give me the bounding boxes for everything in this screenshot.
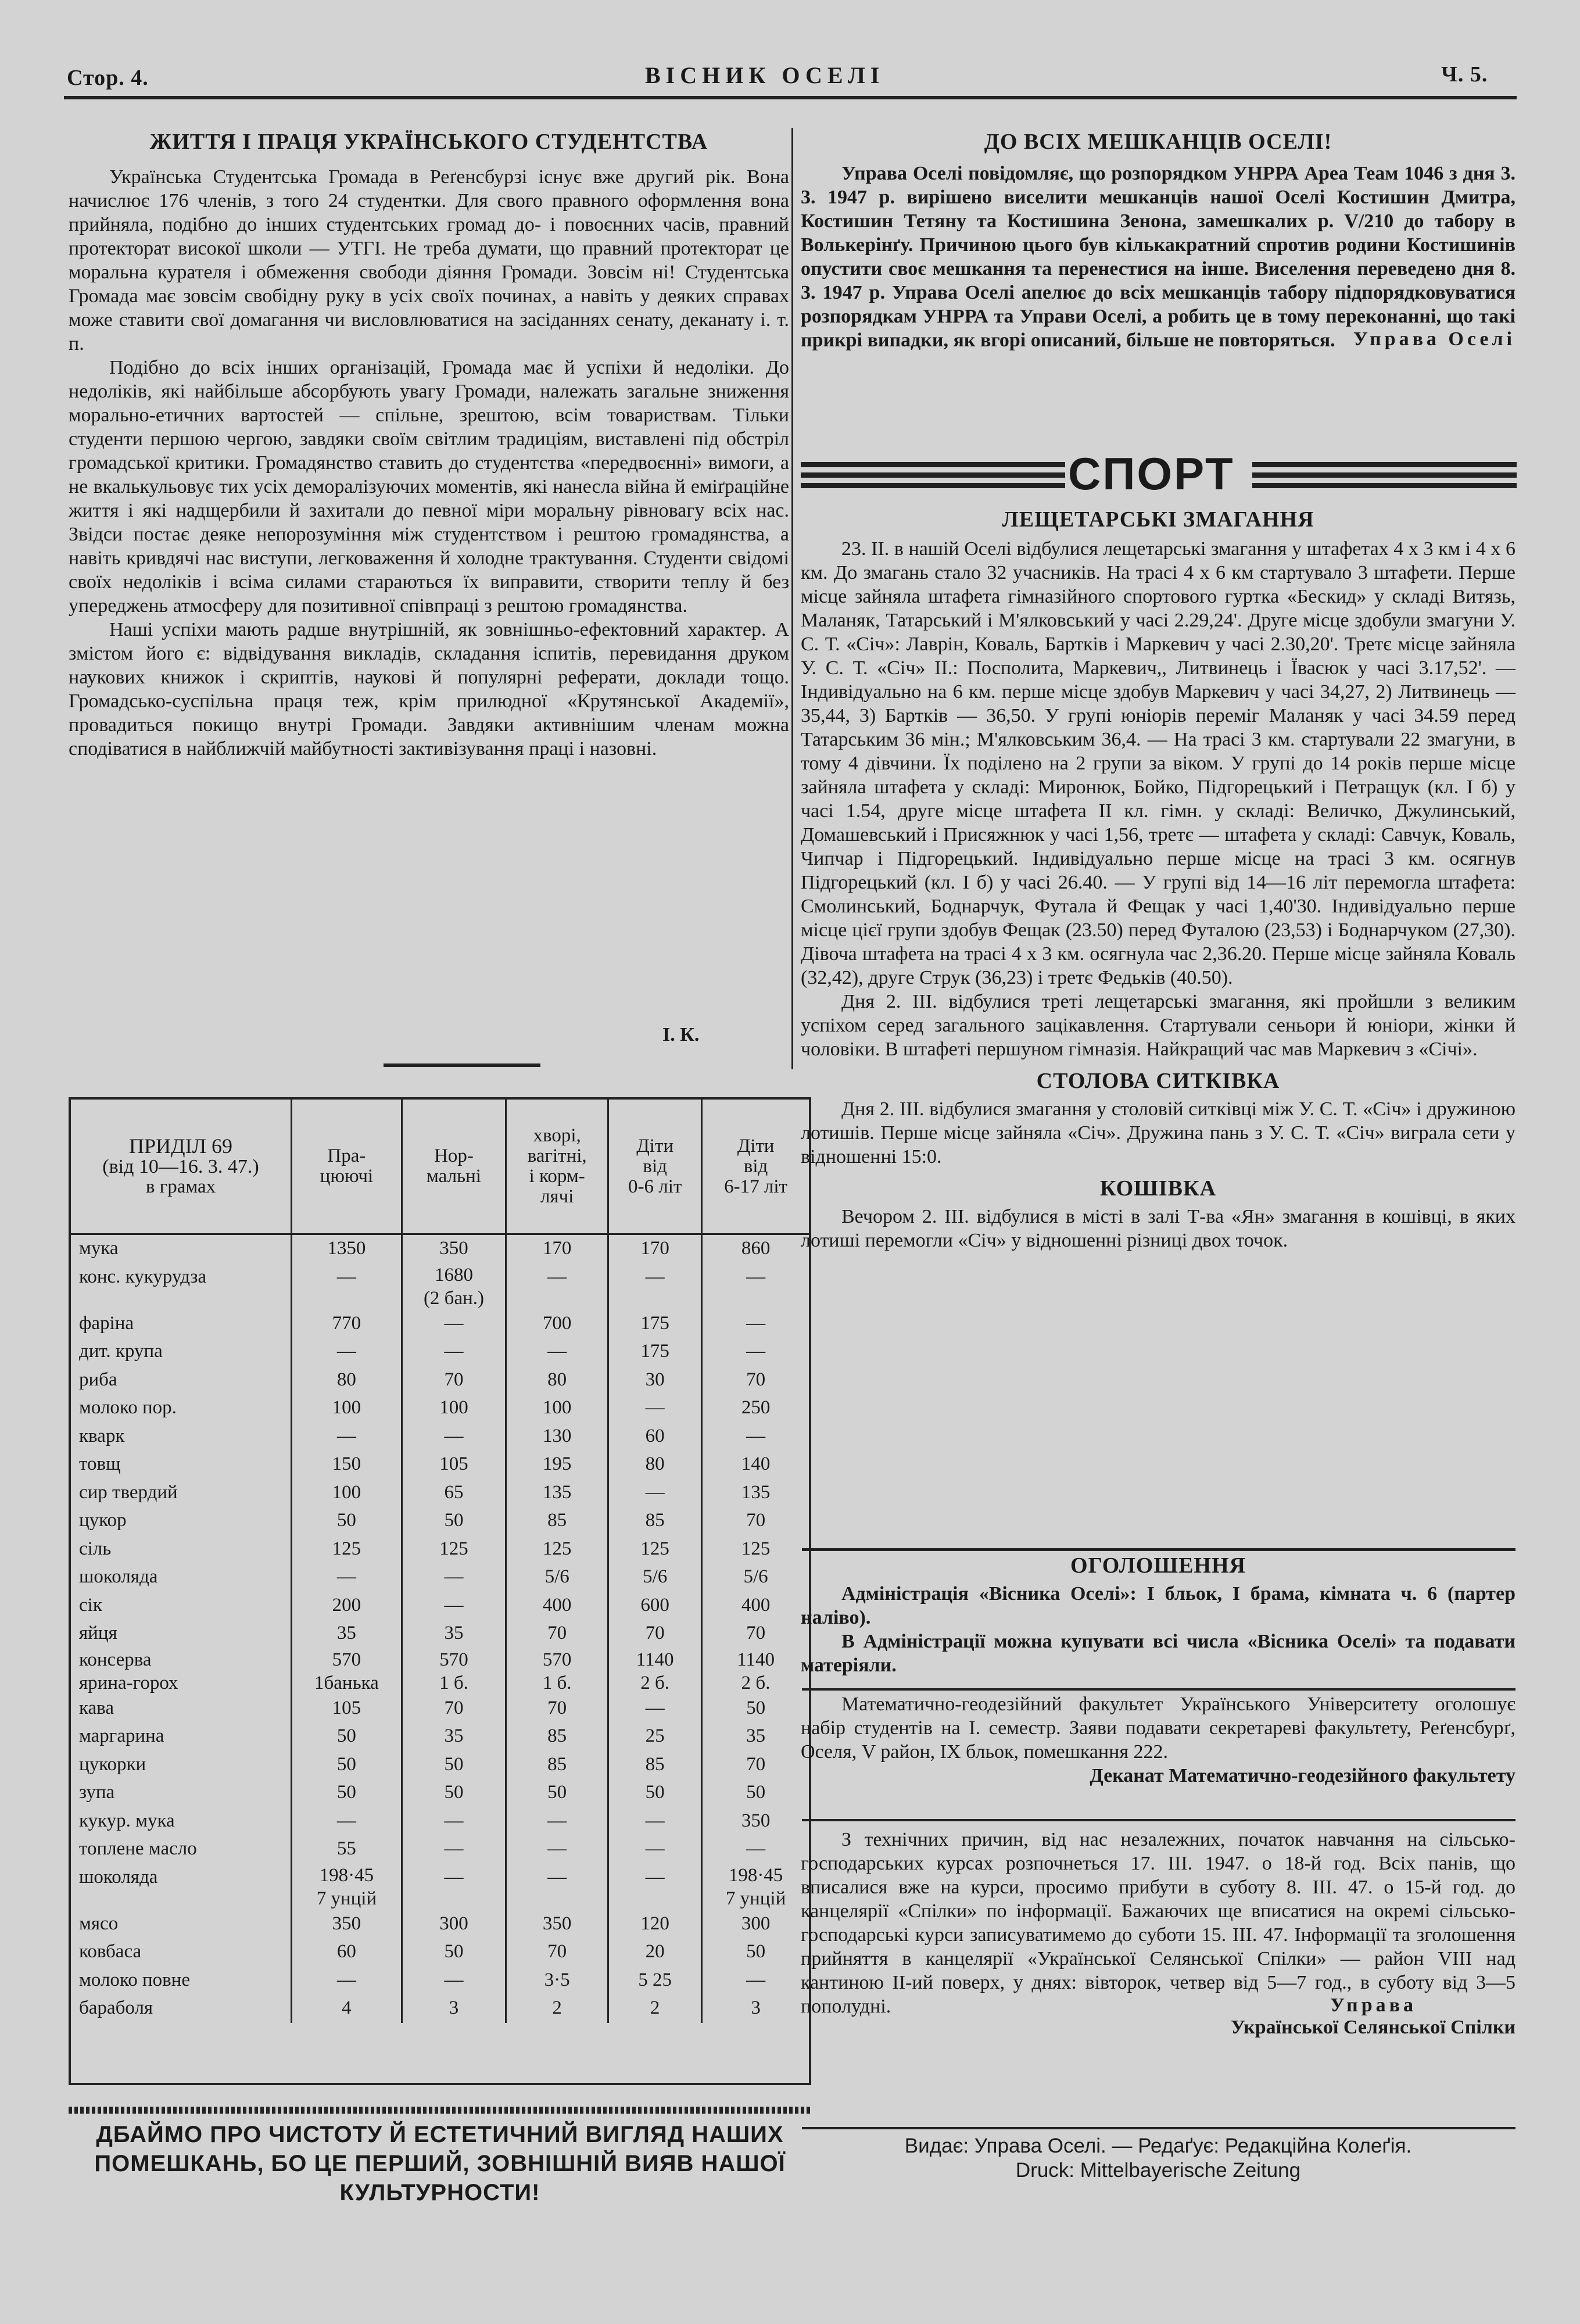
imprint-rule xyxy=(802,2127,1515,2129)
announcement-courses: З технічних причин, від нас незалежних, початок навчання на сільсько-господарських курсах розпочнеться 17. III. 1947. о 18-й год. Всіх панів, що вписалися вже на курси, просимо прибути в суботу 8. III. 47. о 15-й год. до канцелярії «Спілки» по інформації. Бажаючих ще вписатися на окремі сільсько-господарські курси записуватимемо до суботи 15. III. 47. Інформації та зголошення прийняття в канцелярії «Української Селянської Спілки» — район VIII над кантиною II-ий поверх, у днях: вівторок, четвер від 5—7 год., в суботу від 3—5 пополудні. xyxy=(801,1829,1515,2017)
ration-cell: 125 xyxy=(292,1535,402,1564)
ration-cell: — xyxy=(608,1807,702,1836)
ration-cell: 300 xyxy=(741,1913,771,1934)
ration-cell: — xyxy=(746,1266,766,1287)
page-number: Стор. 4. xyxy=(67,66,149,90)
ration-row xyxy=(71,1994,809,2023)
ration-cell: 70 xyxy=(746,1510,766,1531)
article-students xyxy=(69,129,789,761)
ration-cell: — xyxy=(402,1338,506,1366)
ration-row xyxy=(71,1507,809,1535)
ration-cell: — xyxy=(402,1835,506,1864)
ration-cell: 25 xyxy=(608,1723,702,1751)
ration-cell: 50 xyxy=(506,1779,608,1807)
ration-row xyxy=(71,1967,809,1995)
header-rule xyxy=(64,96,1517,99)
ration-row xyxy=(71,1695,809,1723)
ration-table xyxy=(71,1100,809,2023)
column-header: Пра- цюючі xyxy=(292,1100,402,1234)
ration-cell: 50 xyxy=(292,1751,402,1779)
basketball-text: Вечором 2. III. відбулися в місті в залі Т-ва «Ян» змагання в кошівці, в яких лотиші перемогли «Січ» у відношенні різниці двох точок. xyxy=(801,1206,1515,1251)
ration-cell: 860 xyxy=(741,1238,771,1259)
ration-cell: — xyxy=(402,1967,506,1995)
article-paragraph: Наші успіхи мають радше внутрішній, як зовнішньо-ефектовний характер. А змістом його є: відвідування викладів, складання іспитів, перевидання друком наукових книжок і скриптів, наукові й популярні реферати, доклади тощо. Громадсько-суспільна праця теж, крім прилюдної «Крутянської Академії», провадиться покищо внутрі Громади. Завдяки активнішим членам можна сподіватися в найближчій майбутності зактивізування праці і назовні. xyxy=(69,619,789,760)
ration-item-name: кукур. мука xyxy=(71,1807,292,1836)
ration-cell: 195 xyxy=(506,1451,608,1479)
ration-cell: 175 xyxy=(608,1310,702,1338)
ration-row xyxy=(71,1394,809,1423)
ration-item-name: зупа xyxy=(71,1779,292,1807)
ski-paragraph: Дня 2. III. відбулися треті лещетарські змагання, які пройшли з великим успіхом серед загального зацікавлення. Стартували сеньори й юніори, жінки й чоловіки. В штафеті першуном гімназія. Найкращий час мав Маркевич з «Січі». xyxy=(801,991,1515,1060)
ration-item-name: шоколяда xyxy=(71,1563,292,1592)
sport-section xyxy=(801,507,1515,1252)
ration-item-name: консерва ярина-горох xyxy=(71,1648,292,1695)
article-students-title: ЖИТТЯ І ПРАЦЯ УКРАЇНСЬКОГО СТУДЕНТСТВА xyxy=(149,130,708,154)
ration-cell: 70 xyxy=(402,1695,506,1723)
announcement-courses-signature-2: Української Селянської Спілки xyxy=(1231,2017,1515,2038)
ration-cell: 50 xyxy=(608,1779,702,1807)
ration-cell: 60 xyxy=(292,1938,402,1967)
ration-cell: — xyxy=(402,1807,506,1836)
ration-item-name: риба xyxy=(71,1366,292,1395)
ration-cell: — xyxy=(506,1263,608,1310)
ration-cell: 70 xyxy=(746,1369,766,1390)
ration-row xyxy=(71,1451,809,1479)
announcement-divider xyxy=(802,1819,1515,1821)
ration-cell: 4 xyxy=(292,1994,402,2023)
ration-cell: — xyxy=(608,1695,702,1723)
column-header: Нор- мальні xyxy=(402,1100,506,1234)
ration-cell: — xyxy=(608,1394,702,1423)
ration-cell: 85 xyxy=(608,1507,702,1535)
ration-header-row xyxy=(71,1100,809,1234)
ration-item-name: шоколяда xyxy=(71,1864,292,1910)
ration-row xyxy=(71,1366,809,1395)
ration-cell: — xyxy=(608,1479,702,1507)
slogan-top-border xyxy=(69,2107,811,2114)
ration-cell: — xyxy=(746,1312,766,1334)
ration-row xyxy=(71,1592,809,1620)
ration-row xyxy=(71,1535,809,1564)
sport-title: СПОРТ xyxy=(1068,448,1235,499)
column-divider xyxy=(791,128,793,1069)
ration-cell: — xyxy=(292,1967,402,1995)
ration-cell: 50 xyxy=(402,1507,506,1535)
ration-item-name: товщ xyxy=(71,1451,292,1479)
ration-cell: 1140 2 б. xyxy=(737,1649,775,1693)
announcement-courses-block xyxy=(801,1828,1515,2039)
ration-row xyxy=(71,1648,809,1695)
sport-bars-left xyxy=(801,462,1065,493)
ration-cell: 770 xyxy=(292,1310,402,1338)
notice-residents-text: Управа Оселі повідомляє, що розпорядком УНРРА Ареа Теам 1046 з дня 3. 3. 1947 р. вирішено виселити мешканців нашої Оселі Костишин Дмитра, Костишин Тетяну та Костишина Зенона, замешкалих р. V/210 до табору в Волькерінґу. Причиною цього був кількакратний спротив родини Костишинів опустити своє мешкання та перенестися на інше. Виселення переведено дня 8. 3. 1947 р. Управа Оселі апелює до всіх мешканців табору підпорядковуватися розпорядкам УНРРА та Управи Оселі, а робить це в тому переконанні, що такі прикрі випадки, як вгорі описаний, більше не повторяться. xyxy=(801,163,1515,351)
ration-cell: 100 xyxy=(402,1394,506,1423)
ration-cell: 80 xyxy=(608,1451,702,1479)
announcement-courses-signature-1: Управа xyxy=(1330,1994,1417,2016)
ration-cell: 35 xyxy=(402,1723,506,1751)
imprint xyxy=(801,2134,1515,2183)
ration-cell: 100 xyxy=(506,1394,608,1423)
ration-cell: — xyxy=(402,1310,506,1338)
ration-cell: 350 xyxy=(292,1910,402,1939)
ration-cell: 35 xyxy=(746,1725,766,1746)
ration-cell: 120 xyxy=(608,1910,702,1939)
ration-item-name: молоко пор. xyxy=(71,1394,292,1423)
ration-cell: 50 xyxy=(402,1751,506,1779)
ration-item-name: мука xyxy=(71,1234,292,1263)
ration-cell: 125 xyxy=(506,1535,608,1564)
ration-cell: 5/6 xyxy=(608,1563,702,1592)
ration-row xyxy=(71,1338,809,1366)
ration-cell: — xyxy=(292,1338,402,1366)
ration-cell: 130 xyxy=(506,1423,608,1451)
ration-cell: 300 xyxy=(402,1910,506,1939)
ration-cell: 570 1банька xyxy=(292,1648,402,1695)
ration-cell: 175 xyxy=(608,1338,702,1366)
ration-cell: 55 xyxy=(292,1835,402,1864)
ration-title: ПРИДІЛ 69 xyxy=(129,1134,232,1158)
ration-item-name: мясо xyxy=(71,1910,292,1939)
ration-cell: 85 xyxy=(608,1751,702,1779)
ration-table-body xyxy=(71,1234,809,2023)
ration-cell: — xyxy=(608,1263,702,1310)
ration-row xyxy=(71,1310,809,1338)
ration-table-box xyxy=(69,1097,811,2085)
sport-bars-right xyxy=(1252,462,1517,493)
announcement-divider xyxy=(802,1688,1515,1691)
ration-cell: — xyxy=(608,1864,702,1910)
ration-cell: 50 xyxy=(402,1779,506,1807)
announcement-faculty: Математично-геодезійний факультет Українського Університету оголошує набір студентів на I. семестр. Заяви подавати секретареві факультету, Реґенсбурґ, Оселя, V район, IX бльок, помешкання 222. xyxy=(801,1693,1515,1763)
ration-cell: 50 xyxy=(746,1782,766,1803)
ration-cell: 125 xyxy=(402,1535,506,1564)
ration-cell: — xyxy=(506,1338,608,1366)
ration-item-name: кварк xyxy=(71,1423,292,1451)
slogan: ДБАЙМО ПРО ЧИСТОТУ Й ЕСТЕТИЧНИЙ ВИГЛЯД НАШИХ ПОМЕШКАНЬ, БО ЦЕ ПЕРШИЙ, ЗОВНІШНІЙ ВИЯВ НАШОЇ КУЛЬТУРНОСТИ! xyxy=(94,2122,786,2205)
ration-cell: 570 1 б. xyxy=(506,1648,608,1695)
ration-cell: 125 xyxy=(741,1538,771,1559)
ration-cell: 5/6 xyxy=(743,1566,768,1587)
ration-row xyxy=(71,1234,809,1263)
ration-cell: 1350 xyxy=(292,1234,402,1263)
ration-cell: 35 xyxy=(402,1620,506,1648)
ration-row xyxy=(71,1620,809,1648)
announcement-admin-2: В Адміністрації можна купувати всі числа «Вісника Оселі» та подавати матеріяли. xyxy=(801,1631,1515,1676)
ration-cell: 70 xyxy=(746,1623,766,1643)
ration-row xyxy=(71,1807,809,1836)
ration-cell: 170 xyxy=(506,1234,608,1263)
ration-cell: — xyxy=(746,1341,766,1362)
ration-cell: 350 xyxy=(741,1810,771,1831)
ration-item-name: сік xyxy=(71,1592,292,1620)
ration-cell: — xyxy=(292,1263,402,1310)
article-paragraph: Українська Студентська Громада в Реґенсбурзі існує вже другий рік. Вона начислює 176 членів, з того 24 студентки. Для свого правного оформлення вона прийняла, подібно до інших студентських громад до- і повоєнних часів, правний протекторат високої школи — УТГІ. Не треба думати, що правний протекторат це моральна курателя і обмеження свободи діяння Громади. Зовсім ні! Студентська Громада має зовсім свобідну руку в усіх своїх починах, а навіть у деяких справах може ставити свої домагання чи висловлюватися на засіданнях сенату, деканату і. т. п. xyxy=(69,166,789,354)
column-header: Діти від 0-6 літ xyxy=(608,1100,702,1234)
ration-cell: 85 xyxy=(506,1723,608,1751)
ration-cell: 50 xyxy=(746,1941,766,1962)
ration-cell: 3 xyxy=(751,1997,761,2018)
ration-cell: 350 xyxy=(506,1910,608,1939)
ration-cell: 5 25 xyxy=(608,1967,702,1995)
ration-cell: 198·45 7 унцій xyxy=(292,1864,402,1910)
ration-cell: — xyxy=(292,1807,402,1836)
ration-cell: 135 xyxy=(506,1479,608,1507)
ration-row xyxy=(71,1723,809,1751)
ration-cell: — xyxy=(292,1423,402,1451)
table-tennis-text: Дня 2. III. відбулися змагання у столовій ситківці між У. С. Т. «Січ» і дружиною лотишів. Перше місце зайняла «Січ». Дружина пань з У. С. Т. «Січ» виграла сети у відношенні 15:0. xyxy=(801,1098,1515,1168)
ration-cell: — xyxy=(746,1838,766,1859)
announcements-title: ОГОЛОШЕННЯ xyxy=(1070,1553,1246,1578)
ration-cell: — xyxy=(506,1807,608,1836)
ration-unit: в грамах xyxy=(145,1176,216,1197)
ration-item-name: топлене масло xyxy=(71,1835,292,1864)
ration-cell: 350 xyxy=(402,1234,506,1263)
announcement-faculty-signature: Деканат Математично-геодезійного факультету xyxy=(1090,1765,1515,1786)
ration-cell: — xyxy=(402,1592,506,1620)
ration-cell: 70 xyxy=(506,1938,608,1967)
basketball-title: КОШІВКА xyxy=(1099,1176,1217,1201)
ration-item-name: бараболя xyxy=(71,1994,292,2023)
ration-cell: 150 xyxy=(292,1451,402,1479)
ration-cell: 600 xyxy=(608,1592,702,1620)
notice-residents-signature: Управа Оселі xyxy=(1353,328,1515,350)
imprint-publisher: Видає: Управа Оселі. — Редаґує: Редакційна Колеґія. xyxy=(904,2135,1412,2157)
table-tennis-title: СТОЛОВА СИТКІВКА xyxy=(1036,1069,1280,1093)
ration-row xyxy=(71,1563,809,1592)
ration-row xyxy=(71,1938,809,1967)
ration-cell: — xyxy=(402,1423,506,1451)
ration-cell: 50 xyxy=(746,1697,766,1718)
imprint-printer: Druck: Mittelbayerische Zeitung xyxy=(1015,2159,1301,2182)
ration-cell: 400 xyxy=(506,1592,608,1620)
ration-item-name: цукор xyxy=(71,1507,292,1535)
ration-cell: 200 xyxy=(292,1592,402,1620)
announcements xyxy=(801,1553,1515,1677)
article-paragraph: Подібно до всіх інших організацій, Громада має й успіхи й недоліки. До недоліків, які найбільше абсорбують увагу Громади, належать загальне зниження морально-етичних вартостей — спільне, зрештою, всім товариствам. Тільки студенти першою чергою, завдяки своїм світлим традиціям, виставлені під обстріл громадської критики. Громадянство ставить до студентства «передвоєнні» вимоги, а не вкалькульовує тих усіх деморалізуючих моментів, які нанесла війна й еміґраційне життя і які надщербили й захитали до певної міри моральну рівновагу всіх нас. Звідси постає деяке непорозуміння між студентством і рештою громадянства, а навіть кривдячі нас виступи, легковаження й холодне трактування. Студенти свідомі своїх недоліків і всіма силами стараються їх виправити, створити теплу й без упереджень атмосферу для позитивної співпраці з рештою громадянства. xyxy=(69,357,789,617)
ration-cell: 1140 2 б. xyxy=(608,1648,702,1695)
ration-cell: 30 xyxy=(608,1366,702,1395)
column-header: Діти від 6-17 літ xyxy=(702,1100,809,1234)
ration-cell: 85 xyxy=(506,1751,608,1779)
ration-cell: 105 xyxy=(292,1695,402,1723)
ration-row xyxy=(71,1835,809,1864)
ration-item-name: фаріна xyxy=(71,1310,292,1338)
ration-cell: 700 xyxy=(506,1310,608,1338)
ration-cell: — xyxy=(402,1864,506,1910)
ration-item-name: ковбаса xyxy=(71,1938,292,1967)
ration-cell: 100 xyxy=(292,1479,402,1507)
ration-cell: 3·5 xyxy=(506,1967,608,1995)
ration-cell: 50 xyxy=(402,1938,506,1967)
ration-cell: 50 xyxy=(292,1723,402,1751)
ration-cell: 125 xyxy=(608,1535,702,1564)
ration-item-name: маргарина xyxy=(71,1723,292,1751)
ration-cell: 198·45 7 унцій xyxy=(725,1864,786,1909)
ration-item-name: яйця xyxy=(71,1620,292,1648)
ration-cell: 20 xyxy=(608,1938,702,1967)
ration-cell: 1680 (2 бан.) xyxy=(402,1263,506,1310)
ration-cell: 3 xyxy=(402,1994,506,2023)
announcement-faculty-block xyxy=(801,1692,1515,1787)
ration-cell: 2 xyxy=(506,1994,608,2023)
ration-item-name: сіль xyxy=(71,1535,292,1564)
ration-item-name: сир твердий xyxy=(71,1479,292,1507)
ration-row xyxy=(71,1263,809,1310)
ration-cell: 250 xyxy=(741,1397,771,1418)
ration-row xyxy=(71,1479,809,1507)
ration-cell: — xyxy=(746,1969,766,1990)
ration-cell: 400 xyxy=(741,1594,771,1616)
issue-number: Ч. 5. xyxy=(1441,62,1488,87)
ration-cell: 100 xyxy=(292,1394,402,1423)
ration-cell: 105 xyxy=(402,1451,506,1479)
ration-item-name: конс. кукурудза xyxy=(71,1263,292,1310)
announcement-admin: Адміністрація «Вісника Оселі»: I бльок, I брама, кімната ч. 6 (партер наліво). xyxy=(801,1583,1515,1628)
ration-row xyxy=(71,1751,809,1779)
ration-cell: — xyxy=(746,1425,766,1446)
column-header: хворі, вагітні, і корм- лячі xyxy=(506,1100,608,1234)
ration-title-cell xyxy=(71,1100,292,1234)
ration-cell: 70 xyxy=(608,1620,702,1648)
ration-cell: 50 xyxy=(292,1779,402,1807)
ration-item-name: цукорки xyxy=(71,1751,292,1779)
announcements-rule xyxy=(802,1548,1515,1551)
ration-cell: 70 xyxy=(402,1366,506,1395)
ski-paragraph: 23. II. в нашій Оселі відбулися лещетарські змагання у штафетах 4 х 3 км і 4 х 6 км. До змагань стало 32 учасників. На трасі 4 х 6 км стартувало 3 штафети. Перше місце зайняла штафета гімназійного спортового гуртка «Бескид» у складі Витязь, Маланяк, Татарський і М'ялковський у часі 2.29,24'. Друге місце здобули змагуни У. С. Т. «Січ»: Лаврін, Коваль, Бартків і Маркевич у часі 2.30,20'. Третє місце зайняла У. С. Т. «Січ» II.: Посполита, Маркевич,, Литвинець і Ївасюк у часі 3.17,52'. — Індивідуально на 6 км. перше місце здобув Маркевич у часі 34,27, 2) Литвинець — 35,44, 3) Бартків — 36,50. У групі юніорів переміг Маланяк у часі 34.59 перед Татарським 36 мін.; М'ялковським 36,4. — На трасі 3 км. стартували 22 змагуни, в тому 4 дівчини. Їх поділено на 2 групи за віком. У групі до 14 років перше місце зайняла штафета у складі: Миронюк, Бойко, Підгорецький і Петращук (кл. I б) у часі 1.54, друге місце штафета II кл. гімн. у складі: Величко, Джулинський, Домашевський і Присяжнюк у часі 1,56, третє — штафета у складі: Савчук, Коваль, Чипчар і Підгорецький. Індивідуально перше місце на трасі 3 км. осягнув Підгорецький (кл. I б) у часі 26.40. — У групі від 14—16 літ перемогла штафета: Смолинський, Боднарчук, Футала й Фещак у часі 1,40'30. Індивідуально перше місце цієї групи здобув Фещак (23.50) перед Футалою (23,53) і Боднарчуком (27,30). Дівоча штафета на трасі 4 х 3 км. осягнула час 2,36.20. Перше місце зайняла Коваль (32,42), друге Струк (36,23) і третє Федьків (40.50). xyxy=(801,538,1515,989)
ration-cell: 70 xyxy=(506,1620,608,1648)
ration-item-name: кава xyxy=(71,1695,292,1723)
ration-cell: 140 xyxy=(741,1453,771,1474)
ration-cell: 85 xyxy=(506,1507,608,1535)
ski-title: ЛЕЩЕТАРСЬКІ ЗМАГАННЯ xyxy=(1002,507,1314,532)
ration-cell: 135 xyxy=(741,1481,771,1503)
ration-item-name: молоко повне xyxy=(71,1967,292,1995)
ration-cell: 170 xyxy=(608,1234,702,1263)
ration-cell: — xyxy=(292,1563,402,1592)
ration-row xyxy=(71,1779,809,1807)
ration-cell: 80 xyxy=(292,1366,402,1395)
ration-item-name: дит. крупа xyxy=(71,1338,292,1366)
article-end-rule xyxy=(384,1063,540,1067)
ration-cell: — xyxy=(402,1563,506,1592)
newspaper-title: ВІСНИК ОСЕЛІ xyxy=(645,62,885,88)
ration-cell: — xyxy=(506,1864,608,1910)
article-signature: І. К. xyxy=(662,1024,700,1045)
ration-cell: 50 xyxy=(292,1507,402,1535)
ration-row xyxy=(71,1910,809,1939)
ration-cell: 60 xyxy=(608,1423,702,1451)
ration-cell: 80 xyxy=(506,1366,608,1395)
ration-cell: 2 xyxy=(608,1994,702,2023)
ration-cell: 70 xyxy=(746,1753,766,1775)
ration-cell: 570 1 б. xyxy=(402,1648,506,1695)
ration-period: (від 10—16. 3. 47.) xyxy=(102,1155,259,1177)
ration-cell: 5/6 xyxy=(506,1563,608,1592)
ration-cell: 65 xyxy=(402,1479,506,1507)
ration-cell: — xyxy=(608,1835,702,1864)
notice-residents-title: ДО ВСІХ МЕШКАНЦІВ ОСЕЛІ! xyxy=(984,130,1332,154)
ration-cell: 35 xyxy=(292,1620,402,1648)
ration-cell: 70 xyxy=(506,1695,608,1723)
notice-residents xyxy=(801,129,1515,350)
ration-row xyxy=(71,1423,809,1451)
ration-row xyxy=(71,1864,809,1910)
ration-cell: — xyxy=(506,1835,608,1864)
